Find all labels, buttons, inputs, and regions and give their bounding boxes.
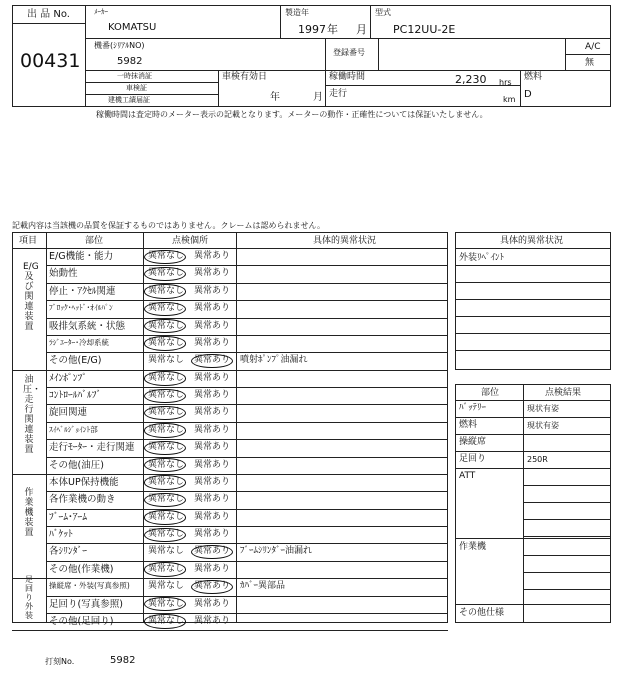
- row-part: 各作業機の動き: [49, 494, 116, 506]
- status-ok-label: 異常なし: [148, 459, 185, 470]
- status-ok-label: 異常なし: [148, 268, 185, 279]
- status-circle: [144, 510, 186, 524]
- validity-label: 車検有効日: [222, 72, 268, 82]
- row-part: ﾗｼﾞｴｰﾀｰ･冷却系統: [49, 337, 109, 347]
- status-ng-label: 異常あり: [194, 355, 231, 366]
- results-row-line: [455, 451, 611, 452]
- fuel-label: 燃料: [524, 72, 543, 82]
- row-part: 各ｼﾘﾝﾀﾞｰ: [49, 546, 88, 558]
- mileage-unit: km: [503, 95, 516, 104]
- work-row-line: [523, 572, 611, 573]
- month-unit: 月: [356, 23, 367, 36]
- results-header-line: [455, 400, 611, 401]
- year-value: 1997: [298, 23, 326, 36]
- status-ok-label: 異常なし: [148, 372, 185, 383]
- row-detail: 噴射ﾎﾟﾝﾌﾟ油漏れ: [240, 355, 308, 366]
- status-ok-label: 異常なし: [148, 320, 185, 331]
- work-row-line: [523, 589, 611, 590]
- status-ng-label: 異常あり: [194, 442, 231, 453]
- status-ng-label: 異常あり: [194, 285, 231, 296]
- col-check: 点検個所: [172, 236, 209, 246]
- col-detail: 具体的異常状況: [313, 236, 377, 246]
- row-part: 走行ﾓｰﾀｰ・走行関連: [49, 442, 135, 454]
- stamp-number: 5982: [110, 655, 136, 666]
- att-label: ATT: [459, 471, 476, 481]
- lot-label: 出 品 No.: [27, 9, 70, 20]
- detail-row-line: [455, 299, 611, 300]
- work-label: 作業機: [459, 542, 487, 552]
- hours-value: 2,230: [455, 73, 487, 86]
- serial-value: 5982: [117, 56, 143, 67]
- status-circle: [144, 302, 186, 316]
- status-ok-label: 異常なし: [148, 407, 185, 418]
- status-ng-label: 異常あり: [194, 424, 231, 435]
- row-part: 操縦席・外装(写真参照): [49, 581, 130, 591]
- status-ok-label: 異常なし: [148, 355, 185, 366]
- col-item: 項目: [19, 236, 38, 246]
- status-circle: [144, 441, 186, 455]
- status-ok-label: 異常なし: [148, 494, 185, 505]
- status-ok-label: 異常なし: [148, 251, 185, 261]
- other-section-line: [455, 604, 611, 605]
- status-ng-label: 異常あり: [194, 390, 231, 401]
- validity-month-unit: 月: [313, 92, 323, 103]
- disclaimer: 記載内容は当該機の品質を保証するものではありません。クレームは認められません。: [12, 221, 325, 230]
- stamp-label: 打刻No.: [45, 657, 75, 666]
- status-ng-label: 異常あり: [194, 494, 231, 505]
- detail-row-line: [455, 350, 611, 351]
- hours-note: 稼働時間は査定時のメーター表示の記載となります。メーターの動作・正確性については保証いたしません。: [96, 110, 488, 119]
- status-ng-label: 異常あり: [194, 337, 231, 348]
- row-part: ﾌﾞﾛｯｸ･ﾍｯﾄﾞ･ｵｲﾙﾊﾟﾝ: [49, 303, 113, 313]
- row-part: ｺﾝﾄﾛｰﾙﾊﾞﾙﾌﾞ: [49, 390, 102, 402]
- hours-label: 稼働時間: [329, 72, 366, 82]
- detail-row-line: [455, 248, 611, 249]
- row-detail: ﾌﾞｰﾑｼﾘﾝﾀﾞｰ油漏れ: [240, 546, 313, 557]
- status-circle: [144, 423, 186, 437]
- status-ng-label: 異常あり: [194, 251, 231, 261]
- status-ng-label: 異常あり: [194, 320, 231, 331]
- temp-license-label: 一時抹消証: [117, 72, 152, 80]
- maker-value: KOMATSU: [108, 22, 157, 33]
- status-ok-label: 異常なし: [148, 303, 185, 314]
- results-row-line: [455, 468, 611, 469]
- row-part: ﾒｲﾝﾎﾟﾝﾌﾟ: [49, 372, 88, 384]
- status-ng-label: 異常あり: [194, 563, 231, 574]
- row-part: ﾌﾞｰﾑ･ｱｰﾑ: [49, 511, 88, 523]
- results-value: 現状有姿: [527, 404, 559, 413]
- work-section-line: [455, 538, 611, 539]
- serial-label: 機番(ｼﾘｱﾙNO): [94, 41, 145, 50]
- reg-label: 登録番号: [333, 48, 365, 57]
- row-part: 始動性: [49, 268, 78, 280]
- status-ng-label: 異常あり: [194, 268, 231, 279]
- status-ng-label: 異常あり: [194, 529, 231, 540]
- row-part: E/G機能・能力: [49, 251, 114, 262]
- detail-row-line: [455, 282, 611, 283]
- results-part: 足回り: [459, 454, 487, 464]
- att-row-line: [523, 519, 611, 520]
- right-detail-entry: 外装ﾘﾍﾟｲﾝﾄ: [459, 253, 505, 263]
- ac-value: 無: [585, 58, 595, 68]
- results-col-part: 部位: [481, 388, 500, 398]
- fuel-value: D: [524, 89, 532, 100]
- group-label-hydraulic: 油圧・走行関連装置: [23, 375, 42, 455]
- status-ok-label: 異常なし: [148, 581, 185, 592]
- status-ok-label: 異常なし: [148, 546, 185, 557]
- status-ng-label: 異常あり: [194, 511, 231, 522]
- detail-row-line: [455, 265, 611, 266]
- year-unit: 年: [327, 23, 338, 36]
- att-row-line: [523, 536, 611, 537]
- status-ok-label: 異常なし: [148, 424, 185, 435]
- lot-number: 00431: [20, 50, 81, 72]
- status-ng-label: 異常あり: [194, 546, 231, 557]
- status-ok-label: 異常なし: [148, 476, 185, 487]
- status-ok-label: 異常なし: [148, 615, 185, 626]
- row-part: その他(E/G): [49, 355, 102, 367]
- status-circle: [144, 493, 186, 507]
- work-row-line: [523, 555, 611, 556]
- row-part: その他(油圧): [49, 459, 104, 471]
- row-part: 本体UP保持機能: [49, 476, 119, 488]
- results-col-result: 点検結果: [545, 388, 582, 398]
- model-label: 型式: [375, 8, 391, 17]
- status-circle: [144, 250, 186, 264]
- row-part: 吸排気系統・状態: [49, 320, 126, 332]
- year-label: 製造年: [285, 8, 309, 17]
- group-label-eg: E/G及び関連装置: [23, 262, 39, 332]
- status-circle: [144, 371, 186, 385]
- status-ng-label: 異常あり: [194, 581, 231, 592]
- group-label-undercarriage: 足回り外装: [25, 575, 33, 620]
- status-ok-label: 異常なし: [148, 529, 185, 540]
- col-part: 部位: [85, 236, 104, 246]
- results-value: 250R: [527, 455, 548, 464]
- att-row-line: [523, 502, 611, 503]
- detail-row-line: [455, 316, 611, 317]
- status-circle: [144, 284, 186, 298]
- status-ng-label: 異常あり: [194, 598, 231, 609]
- ac-label: A/C: [585, 42, 601, 52]
- results-row-line: [455, 434, 611, 435]
- status-circle: [191, 354, 233, 368]
- mileage-label: 走行: [329, 89, 348, 99]
- inspection-cert-label: 車検証: [126, 84, 147, 92]
- att-row-line: [523, 485, 611, 486]
- status-ng-label: 異常あり: [194, 303, 231, 314]
- validity-year-unit: 年: [270, 92, 280, 103]
- row-part: 足回り(写真参照): [49, 598, 123, 610]
- status-ok-label: 異常なし: [148, 442, 185, 453]
- status-circle: [144, 562, 186, 576]
- status-ng-label: 異常あり: [194, 459, 231, 470]
- results-part: 燃料: [459, 420, 478, 430]
- status-ng-label: 異常あり: [194, 407, 231, 418]
- row-part: 旋回関連: [49, 407, 88, 419]
- group-label-work: 作業機装置: [24, 488, 34, 538]
- results-part: ﾊﾞｯﾃﾘｰ: [459, 403, 487, 413]
- status-ng-label: 異常あり: [194, 372, 231, 383]
- status-ok-label: 異常なし: [148, 563, 185, 574]
- status-ok-label: 異常なし: [148, 598, 185, 609]
- status-circle: [191, 580, 233, 594]
- hours-unit: hrs: [499, 78, 512, 87]
- status-ok-label: 異常なし: [148, 390, 185, 401]
- detail-row-line: [455, 333, 611, 334]
- construction-cert-label: 建機工績届証: [108, 96, 150, 104]
- status-circle: [144, 389, 186, 403]
- row-part: その他(作業機): [49, 563, 114, 575]
- results-row-line: [455, 417, 611, 418]
- maker-label: ﾒｰｶｰ: [94, 8, 108, 16]
- row-part: その他(足回り): [49, 615, 114, 627]
- other-spec-label: その他仕様: [459, 608, 505, 618]
- status-circle: [144, 614, 186, 628]
- status-ng-label: 異常あり: [194, 476, 231, 487]
- status-circle: [144, 475, 186, 489]
- status-ok-label: 異常なし: [148, 337, 185, 348]
- status-circle: [144, 528, 186, 542]
- status-ng-label: 異常あり: [194, 615, 231, 626]
- results-value: 現状有姿: [527, 421, 559, 430]
- results-part: 操縦席: [459, 437, 487, 447]
- status-circle: [144, 336, 186, 350]
- model-value: PC12UU-2E: [393, 23, 456, 36]
- row-part: ｽｲﾍﾞﾙｼﾞｮｲﾝﾄ部: [49, 424, 98, 434]
- status-ok-label: 異常なし: [148, 511, 185, 522]
- right-detail-header: 具体的異常状況: [500, 236, 564, 246]
- row-part: 停止・ｱｸｾﾙ関連: [49, 285, 116, 297]
- row-part: ﾊﾞｹｯﾄ: [49, 529, 73, 541]
- row-detail: ｶﾊﾞｰ異部品: [240, 581, 286, 592]
- status-ok-label: 異常なし: [148, 285, 185, 296]
